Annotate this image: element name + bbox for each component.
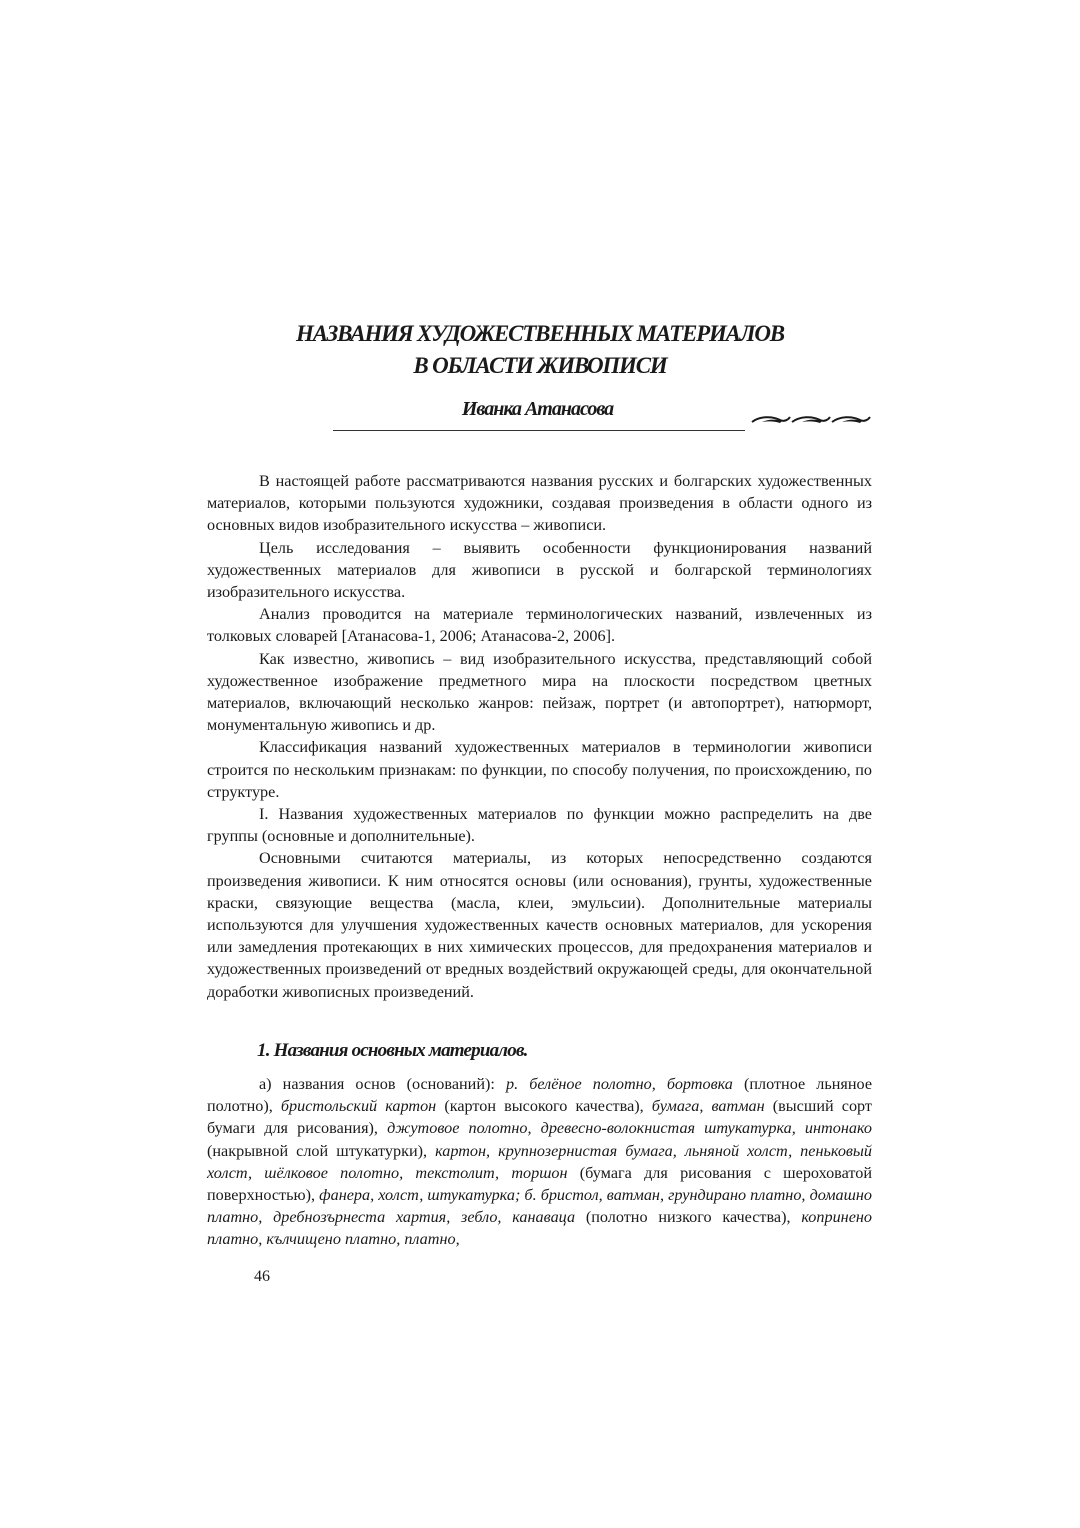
page-number: 46 xyxy=(254,1268,270,1285)
author-name: Иванка Атанасова xyxy=(461,398,614,420)
paragraph-bases-list: а) названия основ (оснований): р. белёное полотно, бортовка (плотное льняное полотно), бристольский картон (картон высокого качества), бумага, ватман (высший сорт бумаги для рисования), джутовое полотно, древесно-волокнистая штукатурка, интонако (накрывной слой штукатурки), картон, крупнозернистая бумага, льняной холст, пеньковый холст, шёлковое полотно, текстолит, торшон (бумага для рисования с шероховатой поверхностью), фанера, холст, штукатурка; б. бристол, ватман, грундирано платно, домашно платно, дребнозърнеста хартия, зебло, канаваца (полотно низкого качества), копринено платно, кълчищено платно, платно, xyxy=(207,1075,872,1249)
paragraph-material: Анализ проводится на материале терминологических названий, извлеченных из толковых словарей [Атанасова-1, 2006; Атанасова-2, 2006]. xyxy=(207,605,872,646)
title-line-1: НАЗВАНИЯ ХУДОЖЕСТВЕННЫХ МАТЕРИАЛОВ xyxy=(296,321,784,346)
article-title xyxy=(200,318,880,382)
paragraph-definition: Как известно, живопись – вид изобразительного искусства, представляющий собой художественное изображение предметного мира на плоскости посредством цветных материалов, включающий несколько жанров: пейзаж, портрет (и автопортрет), натюрморт, монументальную живопись и др. xyxy=(207,649,872,735)
author-underline xyxy=(333,430,745,431)
title-line-2: В ОБЛАСТИ ЖИВОПИСИ xyxy=(413,353,667,378)
article-body xyxy=(207,470,872,1003)
ornament-flourish-icon xyxy=(750,408,872,432)
paragraph-intro: В настоящей работе рассматриваются названия русских и болгарских художественных материалов, которыми пользуются художники, создавая произведения в области одного из основных видов изобразительного искусства – живописи. xyxy=(207,472,872,535)
section-body xyxy=(207,1073,872,1251)
paragraph-function-groups: I. Названия художественных материалов по функции можно распределить на две группы (основные и дополнительные). xyxy=(207,805,872,846)
paragraph-classification: Классификация названий художественных материалов в терминологии живописи строится по нескольким признакам: по функции, по способу получения, по происхождению, по структуре. xyxy=(207,738,872,801)
paragraph-main-materials: Основными считаются материалы, из которых непосредственно создаются произведения живописи. К ним относятся основы (или основания), грунты, художественные краски, связующие вещества (масла, клеи, эмульсии). Дополнительные материалы используются для улучшения художественных качеств основных материалов, для ускорения или замедления протекающих в них химических процессов, для предохранения материалов и художественных произведений от вредных воздействий окружающей среды, для окончательной доработки живописных произведений. xyxy=(207,849,872,1001)
paragraph-goal: Цель исследования – выявить особенности функционирования названий художественных материалов для живописи в русской и болгарской терминологиях изобразительного искусства. xyxy=(207,538,872,602)
section-heading: 1. Названия основных материалов. xyxy=(257,1040,528,1061)
